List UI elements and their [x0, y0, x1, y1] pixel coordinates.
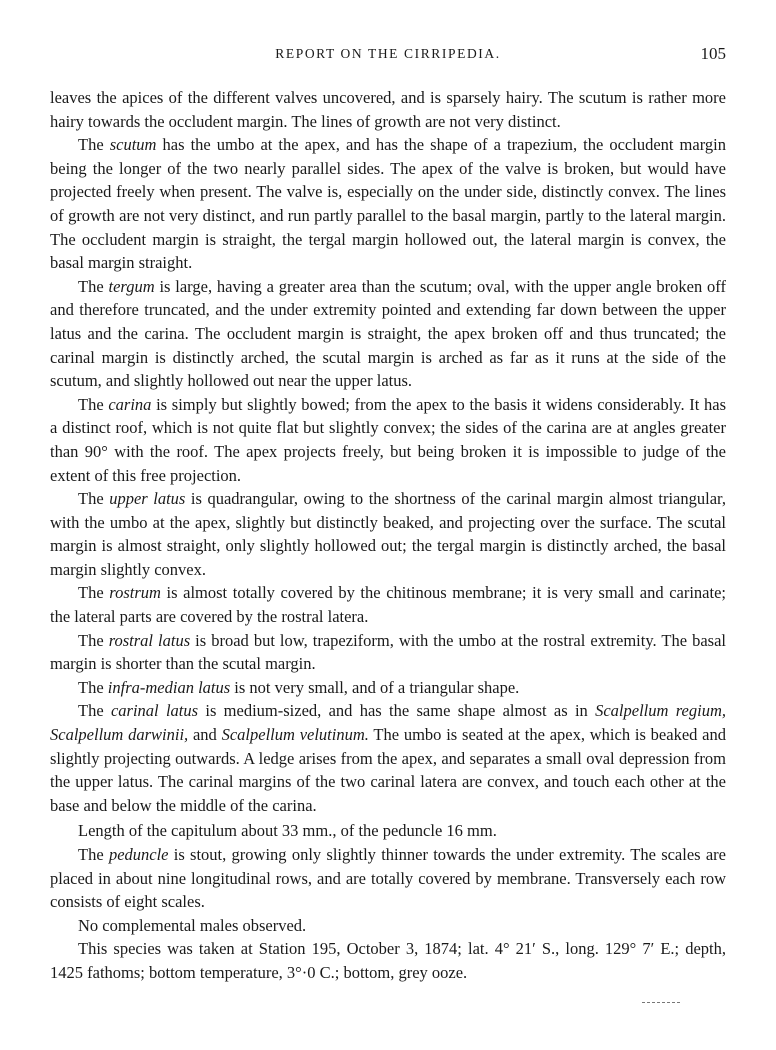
- page-header: [50, 46, 726, 70]
- text-run: has the umbo at the apex, and has the shape of a trapezium, the occludent margin being the longer of the two nearly parallel sides. The apex of the valve is broken, but would have projected freely when present. The valve is, especially on the under side, distinctly convex. The lines of growth are not very distinct, and run partly parallel to the basal margin, partly to the lateral margin. The occludent margin is straight, the tergal margin hollowed out, the lateral margin is convex, the basal margin straight.: [50, 135, 726, 273]
- text-run: The: [78, 583, 110, 603]
- text-run: is simply but slightly bowed; from the apex to the basis it widens considerably. It has a distinct roof, which is not quite flat but slightly convex; the sides of the carina are at angles greater than 90° with the roof. The apex projects freely, but being broken it is impossible to judge of the extent of this free projection.: [50, 394, 726, 485]
- text-run: leaves the apices of the different valves uncovered, and is sparsely hairy. The scutum is rather more hairy towards the occludent margin. The lines of growth are not very distinct.: [50, 88, 726, 131]
- italic-term: upper latus: [109, 489, 186, 509]
- italic-term: peduncle: [108, 845, 169, 864]
- paragraph-carina: [50, 393, 726, 487]
- paragraph-length: [50, 819, 726, 843]
- text-run: The: [78, 394, 109, 414]
- text-run: is quadrangular, owing to the shortness of the carinal margin almost triangular, with the umbo at the apex, slightly but distinctly beaked, and projecting over the surface. The scutal margin is almost straight, only slightly hollowed out; the tergal margin is distinctly arched, the basal margin slightly convex.: [50, 489, 726, 579]
- text-run: The: [78, 630, 109, 650]
- italic-term: Scalpellum regium, Scalpellum darwinii,: [50, 701, 726, 745]
- italic-term: infra-median latus: [107, 677, 231, 697]
- text-run: The: [78, 677, 108, 697]
- paragraph-complemental-males: [50, 914, 726, 938]
- paragraph-continued: [50, 86, 726, 133]
- footer-mark: [642, 1002, 680, 1005]
- text-run: is stout, growing only slightly thinner towards the under extremity. The scales are placed in about nine longitudinal rows, and are totally covered by membrane. Transversely each row consists of eight scales.: [50, 845, 727, 912]
- italic-term: Scalpellum velutinum.: [221, 725, 369, 745]
- text-run: This species was taken at Station 195, October 3, 1874; lat. 4° 21′ S., long. 129° 7′ E.; depth, 1425 fathoms; bottom temperature, 3°·0 C.; bottom, grey ooze.: [50, 939, 726, 982]
- paragraph-scutum: [50, 133, 726, 275]
- italic-term: carinal latus: [110, 701, 199, 721]
- paragraph-rostral-latus: [50, 629, 726, 676]
- paragraph-station: [50, 937, 726, 984]
- italic-term: carina: [108, 394, 152, 414]
- text-run: is large, having a greater area than the scutum; oval, with the upper angle broken off and therefore truncated, and the under extremity pointed and extending far down between the upper latus and the carina. The occludent margin is straight, the apex broken off and thus truncated; the carinal margin is distinctly arched, the scutal margin is arched as far as it runs at the side of the scutum, and slightly hollowed out near the upper latus.: [50, 276, 726, 391]
- paragraph-carinal-latus: [50, 699, 726, 817]
- text-run: The: [78, 276, 109, 296]
- running-title: REPORT ON THE CIRRIPEDIA.: [275, 46, 501, 61]
- text-run: No complemental males observed.: [78, 915, 307, 935]
- text-run: The umbo is seated at the apex, which is beaked and slightly projecting outwards. A ledge arises from the apex, and separates a small oval depression from the upper latus. The carinal margins of the two carinal latera are convex, and touch each other at the base and below the middle of the carina.: [50, 725, 727, 815]
- text-run: The: [78, 845, 109, 864]
- paragraph-upper-latus: [50, 487, 726, 581]
- text-run: The: [78, 135, 110, 155]
- text-run: and: [188, 725, 222, 745]
- italic-term: tergum: [108, 276, 155, 296]
- paragraph-rostrum: [50, 581, 726, 628]
- text-run: Length of the capitulum about 33 mm., of the peduncle 16 mm.: [78, 821, 497, 841]
- italic-term: scutum: [109, 135, 157, 155]
- text-run: The: [78, 701, 111, 721]
- paragraph-infra-median-latus: [50, 676, 726, 700]
- text-run: is almost totally covered by the chitinous membrane; it is very small and carinate; the lateral parts are covered by the rostral latera.: [50, 583, 726, 627]
- text-run: is broad but low, trapeziform, with the umbo at the rostral extremity. The basal margin is shorter than the scutal margin.: [50, 630, 726, 674]
- italic-term: rostrum: [109, 583, 161, 603]
- text-run: is not very small, and of a triangular shape.: [230, 677, 520, 697]
- paragraph-tergum: [50, 275, 726, 393]
- body-text: [50, 86, 726, 985]
- page-number: 105: [700, 44, 726, 63]
- paragraph-peduncle: [50, 843, 726, 914]
- italic-term: rostral latus: [108, 630, 191, 650]
- text-run: The: [78, 489, 110, 509]
- text-run: is medium-sized, and has the same shape almost as in: [198, 701, 596, 721]
